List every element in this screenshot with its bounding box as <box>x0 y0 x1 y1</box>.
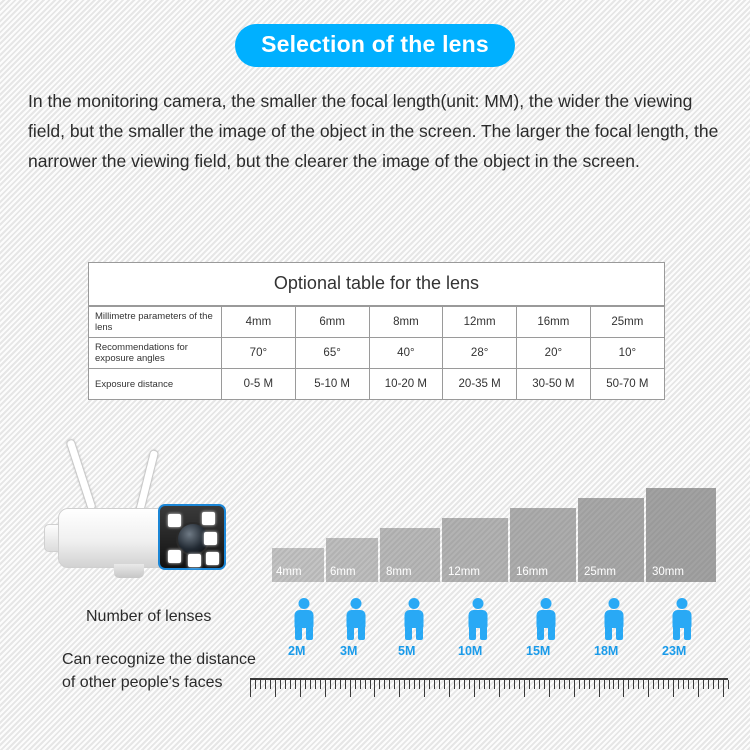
camera-lenses-caption: Number of lenses <box>86 608 212 625</box>
ruler-tick <box>703 680 704 689</box>
ruler-tick <box>638 680 639 689</box>
person-icon <box>672 598 692 640</box>
table-row <box>89 307 664 338</box>
beam-label-16mm: 16mm <box>516 566 548 578</box>
ruler-tick <box>509 680 510 689</box>
ruler-tick <box>275 680 276 697</box>
table-cell: 20° <box>517 338 591 369</box>
table-cell: 8mm <box>369 307 443 338</box>
page-title-wrapper <box>0 24 750 67</box>
ruler-tick <box>648 680 649 697</box>
beam-label-4mm: 4mm <box>276 566 302 578</box>
ruler-tick <box>549 680 550 697</box>
ruler-tick <box>579 680 580 689</box>
ruler-tick <box>683 680 684 689</box>
ruler-tick <box>270 680 271 689</box>
ruler-tick <box>504 680 505 689</box>
table-row <box>89 369 664 400</box>
distance-label-2m: 2M <box>288 644 306 658</box>
beam-label-25mm: 25mm <box>584 566 616 578</box>
ruler-tick <box>305 680 306 689</box>
camera-illustration <box>40 430 260 600</box>
ir-led-icon <box>206 552 219 565</box>
ruler-tick <box>295 680 296 689</box>
ruler-tick <box>330 680 331 689</box>
ruler-tick <box>469 680 470 689</box>
table-row-header: Millimetre parameters of the lens <box>89 307 222 338</box>
ruler-tick <box>633 680 634 689</box>
ruler-tick <box>569 680 570 689</box>
ruler-tick <box>260 680 261 689</box>
antenna-right-icon <box>134 449 159 517</box>
ruler-tick <box>459 680 460 689</box>
table-cell: 50-70 M <box>590 369 664 400</box>
ir-led-icon <box>202 512 215 525</box>
distance-label-15m: 15M <box>526 644 551 658</box>
ruler-tick <box>534 680 535 689</box>
ruler-tick <box>499 680 500 697</box>
ir-led-icon <box>188 554 201 567</box>
ruler-tick <box>718 680 719 689</box>
ruler-tick <box>609 680 610 689</box>
ruler-tick <box>653 680 654 689</box>
ruler-tick <box>414 680 415 689</box>
table-cell: 0-5 M <box>222 369 296 400</box>
distance-label-3m: 3M <box>340 644 358 658</box>
intro-paragraph: In the monitoring camera, the smaller the focal length(unit: MM), the wider the viewing field, but the smaller the image of the object in the screen. The larger the focal length, the narrower the viewing field, but the clearer the image of the object in the screen. <box>28 91 719 171</box>
ruler-tick <box>723 680 724 697</box>
beam-label-30mm: 30mm <box>652 566 684 578</box>
ruler-tick <box>539 680 540 689</box>
ruler-tick <box>524 680 525 697</box>
ruler-tick <box>285 680 286 689</box>
table-row-header: Recommendations for exposure angles <box>89 338 222 369</box>
table-cell: 20-35 M <box>443 369 517 400</box>
ruler-tick <box>290 680 291 689</box>
ruler-tick <box>335 680 336 689</box>
ruler-tick <box>384 680 385 689</box>
ruler-tick <box>589 680 590 689</box>
ruler-tick <box>623 680 624 697</box>
ruler-tick <box>374 680 375 697</box>
table-row <box>89 338 664 369</box>
ruler-tick <box>464 680 465 689</box>
person-icon <box>536 598 556 640</box>
ruler-tick <box>419 680 420 689</box>
ruler-tick <box>325 680 326 697</box>
lens-table-title: Optional table for the lens <box>89 263 664 306</box>
table-cell: 10° <box>590 338 664 369</box>
ruler-tick <box>370 680 371 689</box>
camera-mount <box>114 564 144 578</box>
ruler-tick <box>394 680 395 689</box>
ruler-tick <box>350 680 351 697</box>
ruler-tick <box>389 680 390 689</box>
ruler-tick <box>300 680 301 697</box>
table-cell: 4mm <box>222 307 296 338</box>
ruler-tick <box>489 680 490 689</box>
ruler-tick <box>320 680 321 689</box>
ir-led-icon <box>204 532 217 545</box>
table-cell: 25mm <box>590 307 664 338</box>
ruler-tick <box>365 680 366 689</box>
ruler-tick <box>360 680 361 689</box>
ruler-tick <box>613 680 614 689</box>
ruler-tick <box>693 680 694 689</box>
table-cell: 30-50 M <box>517 369 591 400</box>
table-cell: 5-10 M <box>295 369 369 400</box>
ruler-tick <box>399 680 400 697</box>
ruler-tick <box>439 680 440 689</box>
ruler-tick <box>658 680 659 689</box>
lens-table <box>88 262 665 400</box>
ruler-tick <box>599 680 600 697</box>
distance-label-18m: 18M <box>594 644 619 658</box>
ruler-tick <box>728 680 729 689</box>
ruler-tick <box>345 680 346 689</box>
ruler-tick <box>434 680 435 689</box>
ruler-tick <box>584 680 585 689</box>
ruler-tick <box>409 680 410 689</box>
ruler-tick <box>429 680 430 689</box>
table-cell: 28° <box>443 338 517 369</box>
ruler-tick <box>474 680 475 697</box>
ruler-tick <box>698 680 699 697</box>
table-cell: 10-20 M <box>369 369 443 400</box>
beam-label-8mm: 8mm <box>386 566 412 578</box>
beam-label-12mm: 12mm <box>448 566 480 578</box>
ruler-tick <box>404 680 405 689</box>
ruler-tick <box>454 680 455 689</box>
ruler-tick <box>424 680 425 697</box>
ruler-tick <box>379 680 380 689</box>
ruler-tick <box>708 680 709 689</box>
ruler-scale <box>250 678 728 706</box>
ruler-tick <box>529 680 530 689</box>
antenna-left-icon <box>65 438 96 511</box>
ruler-tick <box>559 680 560 689</box>
ruler-tick <box>574 680 575 697</box>
distance-label-5m: 5M <box>398 644 416 658</box>
ruler-tick <box>340 680 341 689</box>
distance-label-23m: 23M <box>662 644 687 658</box>
ruler-tick <box>663 680 664 689</box>
ir-led-icon <box>168 514 181 527</box>
table-cell: 40° <box>369 338 443 369</box>
ruler-tick <box>544 680 545 689</box>
table-cell: 65° <box>295 338 369 369</box>
ruler-tick <box>355 680 356 689</box>
ruler-tick <box>280 680 281 689</box>
lens-range-diagram <box>238 470 736 700</box>
ruler-tick <box>255 680 256 689</box>
ruler-tick <box>564 680 565 689</box>
person-icon <box>346 598 366 640</box>
person-icon <box>294 598 314 640</box>
ruler-tick <box>594 680 595 689</box>
ruler-tick <box>310 680 311 689</box>
person-icon <box>468 598 488 640</box>
beam-label-6mm: 6mm <box>330 566 356 578</box>
ruler-tick <box>668 680 669 689</box>
ruler-tick <box>265 680 266 689</box>
ruler-tick <box>250 680 251 697</box>
ruler-tick <box>519 680 520 689</box>
ruler-tick <box>554 680 555 689</box>
ruler-tick <box>688 680 689 689</box>
ruler-tick <box>678 680 679 689</box>
ir-led-icon <box>168 550 181 563</box>
table-cell: 12mm <box>443 307 517 338</box>
page-title: Selection of the lens <box>235 24 515 67</box>
ruler-tick <box>484 680 485 689</box>
table-cell: 16mm <box>517 307 591 338</box>
ruler-tick <box>444 680 445 689</box>
ruler-tick <box>713 680 714 689</box>
person-icon <box>404 598 424 640</box>
ruler-tick <box>449 680 450 697</box>
table-cell: 6mm <box>295 307 369 338</box>
table-row-header: Exposure distance <box>89 369 222 400</box>
lens-table-grid <box>89 306 664 399</box>
ruler-tick <box>618 680 619 689</box>
ruler-tick <box>315 680 316 689</box>
ruler-tick <box>479 680 480 689</box>
camera-front-panel <box>158 504 226 570</box>
ruler-tick <box>514 680 515 689</box>
person-icon <box>604 598 624 640</box>
ruler-tick <box>673 680 674 697</box>
distance-label-10m: 10M <box>458 644 483 658</box>
ruler-tick <box>643 680 644 689</box>
ruler-tick <box>604 680 605 689</box>
camera-faces-caption: Can recognize the distance of other people's faces <box>62 651 256 691</box>
table-cell: 70° <box>222 338 296 369</box>
ruler-tick <box>494 680 495 689</box>
ruler-tick <box>628 680 629 689</box>
